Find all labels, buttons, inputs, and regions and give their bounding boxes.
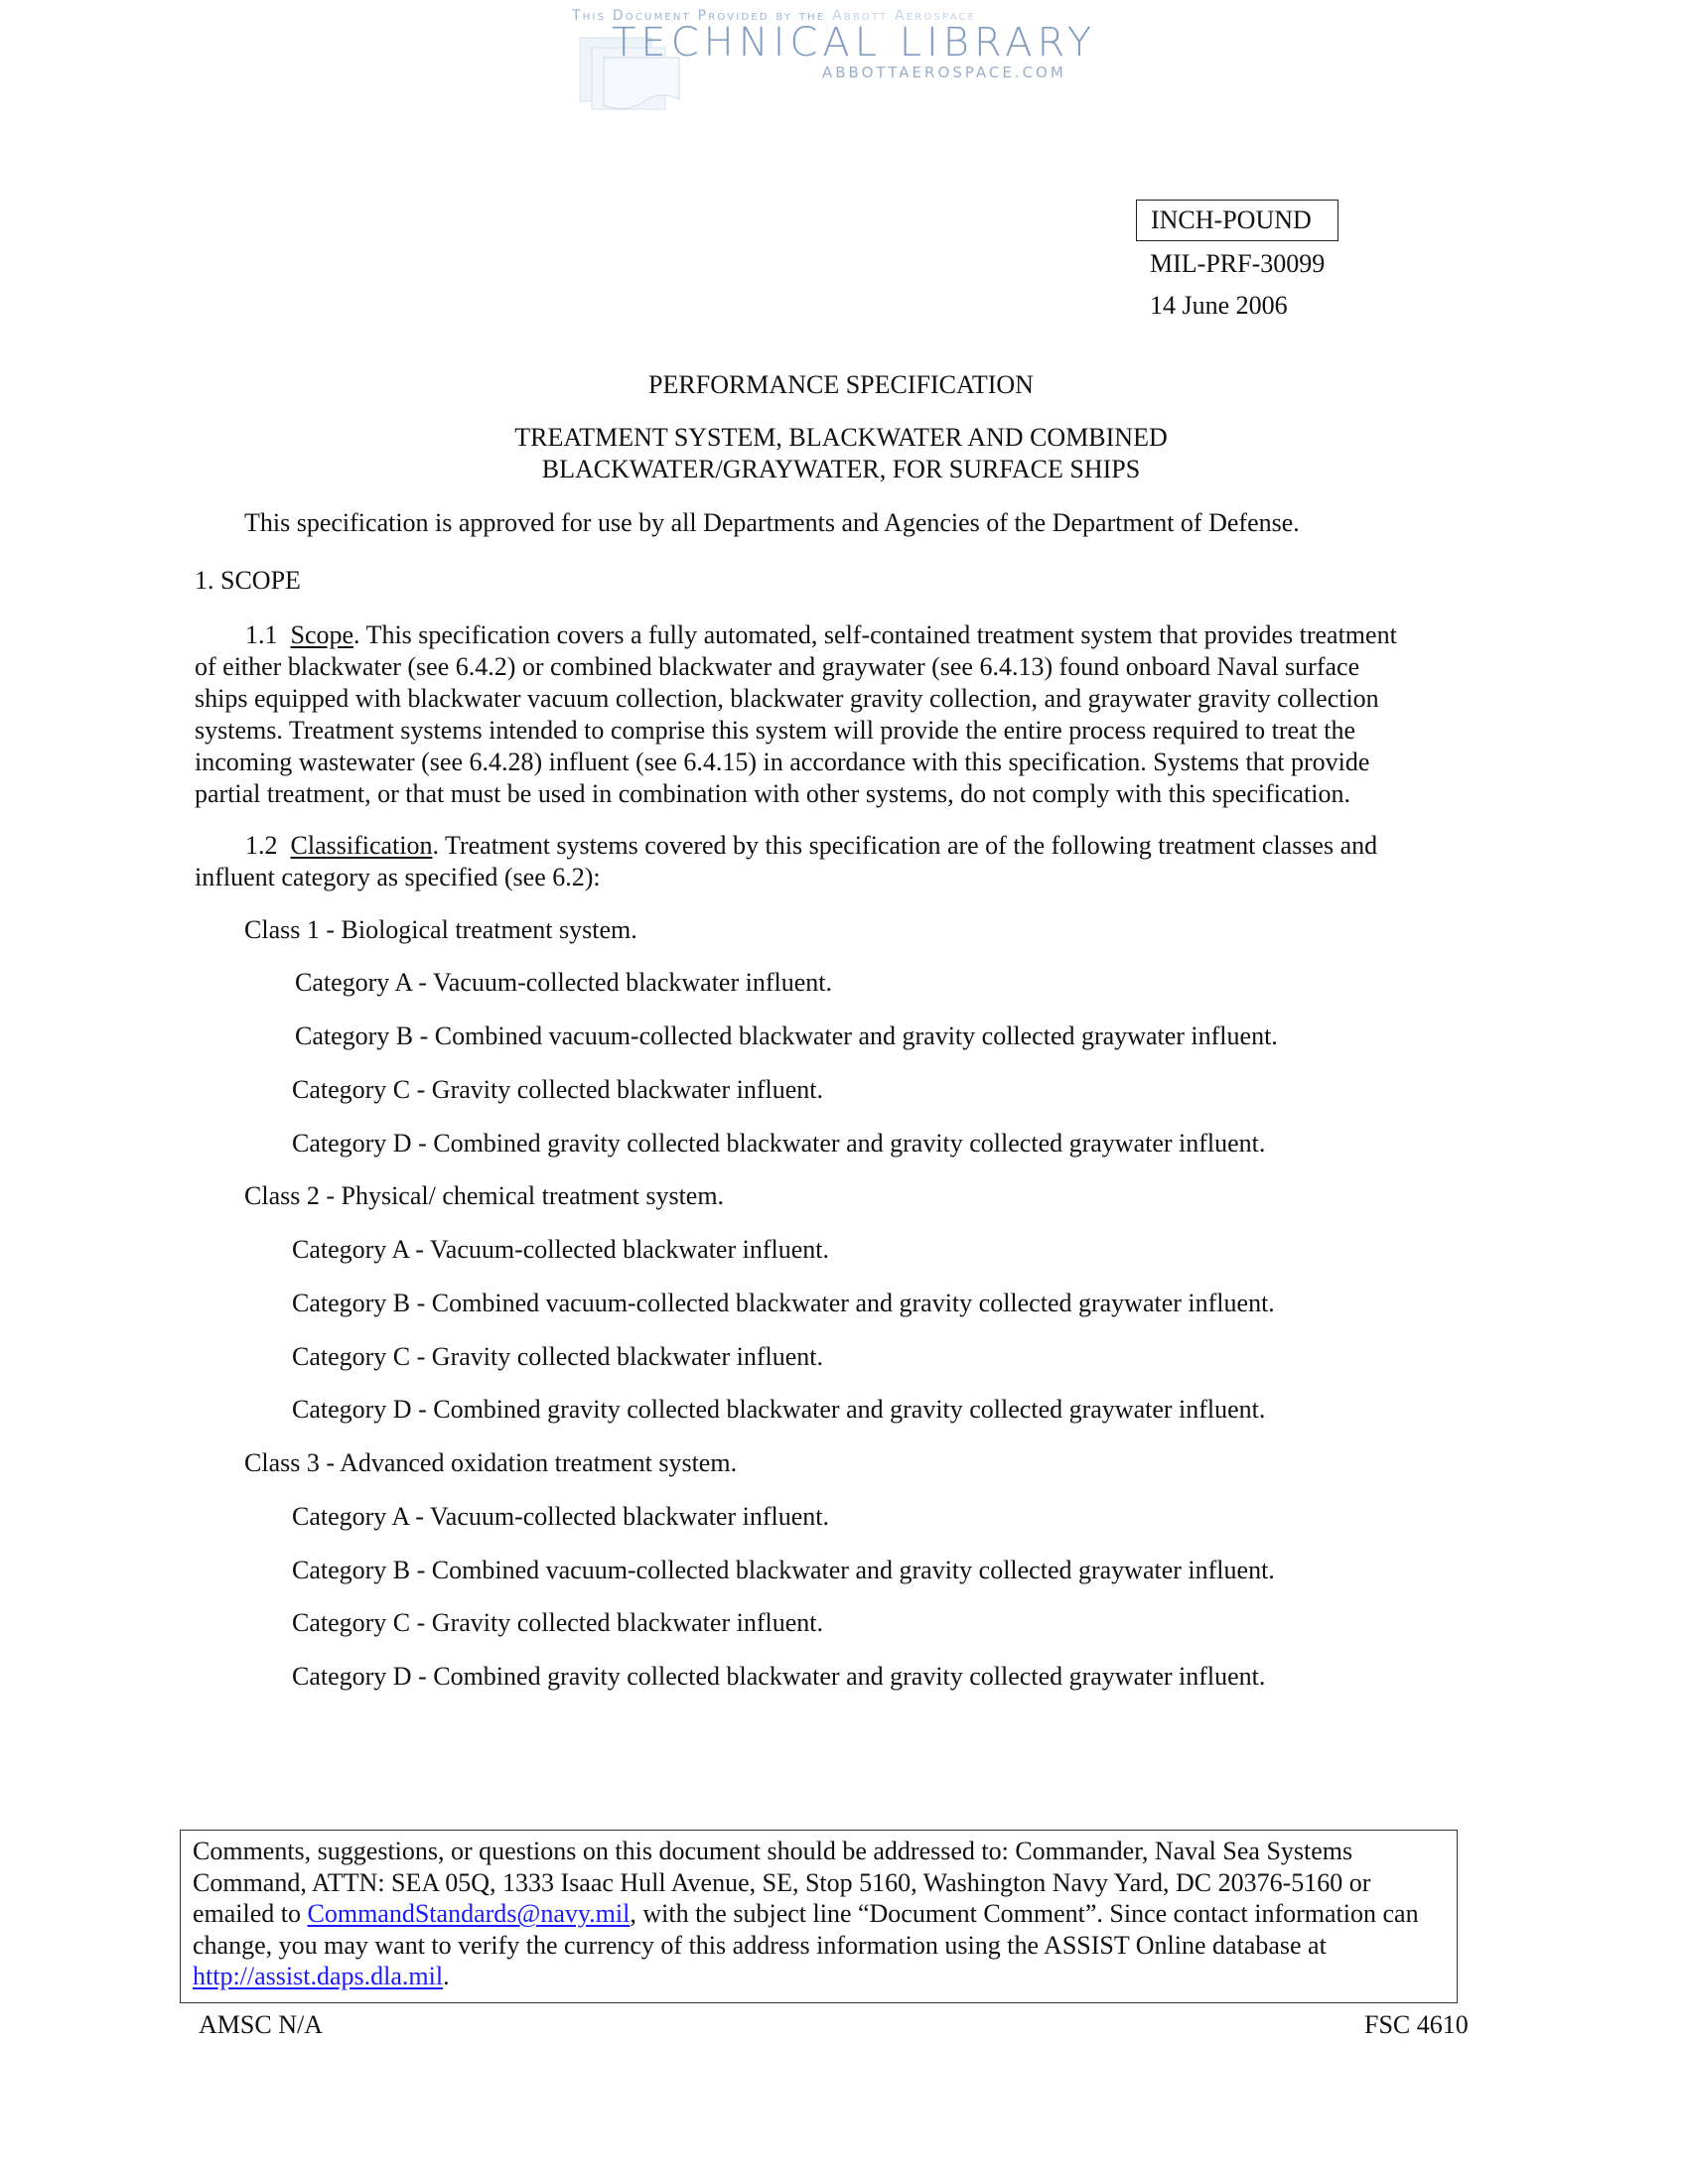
units-label: INCH-POUND bbox=[1151, 205, 1312, 234]
approval-statement: This specification is approved for use by all Departments and Agencies of the Department of Defense. bbox=[244, 508, 1300, 537]
class-1-category-a: Category A - Vacuum-collected blackwater influent. bbox=[295, 968, 832, 997]
assist-url-link[interactable]: http://assist.daps.dla.mil bbox=[193, 1962, 444, 1990]
title-line-2: BLACKWATER/GRAYWATER, FOR SURFACE SHIPS bbox=[541, 455, 1141, 483]
class-1-category-b: Category B - Combined vacuum-collected blackwater and gravity collected graywater influent. bbox=[295, 1022, 1278, 1050]
watermark-title: TECHNICAL LIBRARY bbox=[612, 20, 1097, 66]
class-3-category-a: Category A - Vacuum-collected blackwater influent. bbox=[292, 1502, 829, 1531]
watermark-logo bbox=[568, 4, 1097, 111]
class-3-label: Class 3 - Advanced oxidation treatment system. bbox=[244, 1448, 738, 1477]
paragraph-1-1-scope bbox=[195, 619, 1406, 810]
doc-number: MIL-PRF-30099 bbox=[1150, 249, 1326, 278]
amsc-code: AMSC N/A bbox=[199, 2010, 323, 2039]
para-number: 1.2 bbox=[245, 831, 278, 860]
para-body: . This specification covers a fully automated, self-contained treatment system that provides treatment of either blackwater (see 6.4.2) or combined blackwater and graywater (see 6.4.13) found onboard Naval surface ships equipped with blackwater vacuum collection, blackwater gravity collection, and graywater gravity collection systems. Treatment systems intended to comprise this system will provide the entire process required to treat the incoming wastewater (see 6.4.28) influent (see 6.4.15) in accordance with this specification. Systems that provide partial treatment, or that must be used in combination with other systems, do not comply with this specification. bbox=[195, 620, 1397, 808]
doc-date: 14 June 2006 bbox=[1150, 291, 1288, 320]
watermark-url: ABBOTTAEROSPACE.COM bbox=[822, 64, 1066, 81]
class-2-category-a: Category A - Vacuum-collected blackwater influent. bbox=[292, 1235, 829, 1264]
para-number: 1.1 bbox=[245, 620, 278, 649]
class-2-category-c: Category C - Gravity collected blackwater influent. bbox=[292, 1342, 823, 1371]
doc-type-heading: PERFORMANCE SPECIFICATION bbox=[648, 370, 1034, 399]
class-2-category-d: Category D - Combined gravity collected blackwater and gravity collected graywater influent. bbox=[292, 1395, 1266, 1424]
class-3-category-c: Category C - Gravity collected blackwater influent. bbox=[292, 1608, 823, 1637]
comments-text: Comments, suggestions, or questions on this document should be addressed to: Commander, Naval Sea Systems Command, ATTN: SEA 05Q, 1333 Isaac Hull Avenue, SE, Stop 5160, Washington Navy Yard, DC 20376-5160 or emailed to CommandStandards@navy.mil, with the subject line “Document Comment”. Since contact information can change, you may want to verify the currency of this address information using the ASSIST Online database at http://assist.daps.dla.mil. bbox=[193, 1837, 1419, 1990]
para-body: . Treatment systems covered by this specification are of the following treatment classes and influent category as specified (see 6.2): bbox=[195, 831, 1378, 891]
class-2-label: Class 2 - Physical/ chemical treatment system. bbox=[244, 1181, 725, 1210]
watermark-provided-by: This Document Provided by the Abbott Aerospace bbox=[572, 8, 977, 24]
section-heading-scope: 1. SCOPE bbox=[195, 566, 301, 595]
class-3-category-d: Category D - Combined gravity collected blackwater and gravity collected graywater influent. bbox=[292, 1662, 1266, 1691]
para-title: Classification bbox=[290, 831, 433, 860]
units-box bbox=[1136, 200, 1338, 241]
paragraph-1-2-classification bbox=[195, 830, 1406, 893]
class-2-category-b: Category B - Combined vacuum-collected blackwater and gravity collected graywater influent. bbox=[292, 1289, 1275, 1317]
class-1-category-c: Category C - Gravity collected blackwater influent. bbox=[292, 1075, 823, 1104]
email-link[interactable]: CommandStandards@navy.mil bbox=[307, 1899, 631, 1928]
class-1-category-d: Category D - Combined gravity collected blackwater and gravity collected graywater influent. bbox=[292, 1129, 1266, 1158]
para-title: Scope bbox=[290, 620, 354, 649]
title-line-1: TREATMENT SYSTEM, BLACKWATER AND COMBINED bbox=[514, 423, 1168, 452]
class-1-label: Class 1 - Biological treatment system. bbox=[244, 915, 637, 944]
class-3-category-b: Category B - Combined vacuum-collected blackwater and gravity collected graywater influent. bbox=[292, 1556, 1275, 1584]
fsc-code: FSC 4610 bbox=[1364, 2010, 1469, 2039]
comments-box bbox=[180, 1830, 1458, 2003]
